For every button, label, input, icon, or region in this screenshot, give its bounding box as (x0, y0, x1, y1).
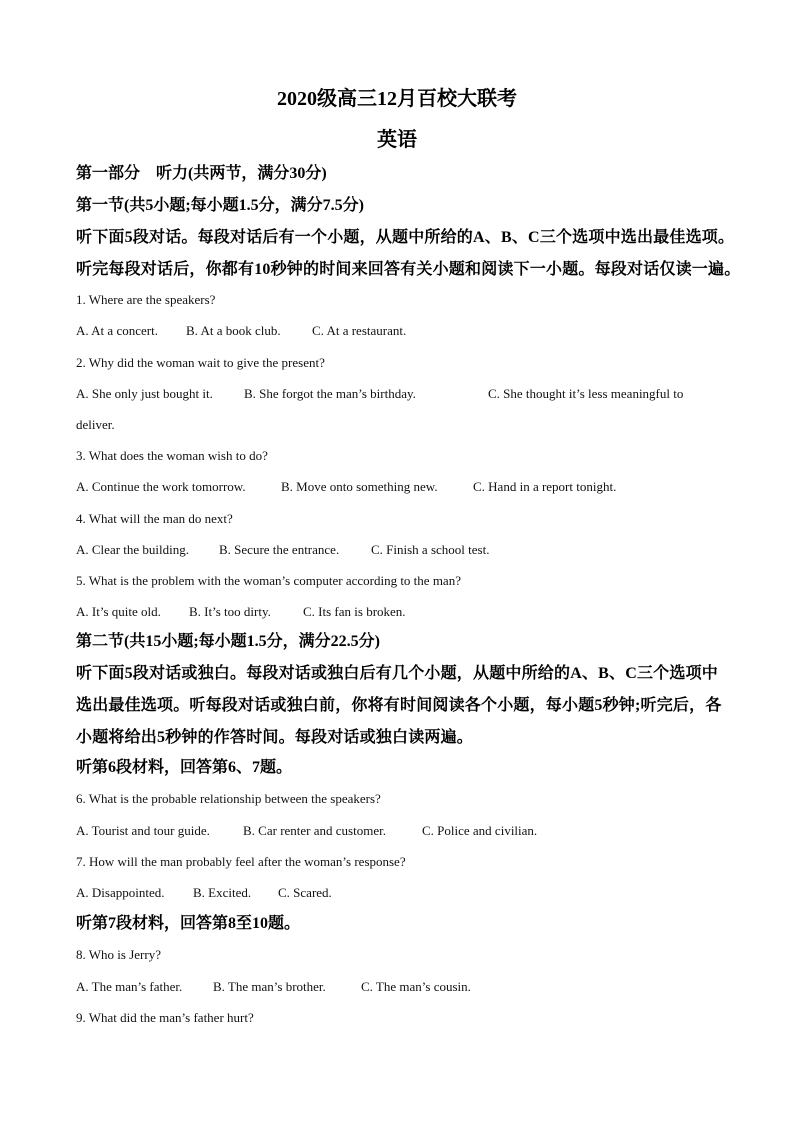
option-b: B. Excited. (193, 885, 252, 900)
option-c: C. The man’s cousin. (361, 979, 471, 994)
option-c: C. Police and civilian. (422, 823, 538, 838)
option-a: A. The man’s father. (76, 979, 183, 994)
option-b: B. At a book club. (186, 323, 281, 338)
section-two-instruction-line: 小题将给出5秒钟的作答时间。每段对话或独白读两遍。 (76, 729, 474, 746)
option-c: C. Finish a school test. (371, 542, 490, 557)
exam-title: 2020级高三12月百校大联考 (277, 88, 517, 110)
section-one-heading: 第一节(共5小题;每小题1.5分，满分7.5分) (76, 197, 364, 214)
option-c: C. Hand in a report tonight. (473, 479, 617, 494)
question-stem: 2. Why did the woman wait to give the present? (76, 355, 325, 370)
question-stem: 6. What is the probable relationship between the speakers? (76, 791, 381, 806)
option-b: B. She forgot the man’s birthday. (244, 386, 416, 401)
part-one-heading: 第一部分 听力(共两节，满分30分) (76, 165, 327, 182)
option-b: B. Move onto something new. (281, 479, 438, 494)
question-stem: 7. How will the man probably feel after the woman’s response? (76, 854, 406, 869)
option-a: A. Clear the building. (76, 542, 190, 557)
option-a: A. Continue the work tomorrow. (76, 479, 246, 494)
option-b: B. Car renter and customer. (243, 823, 386, 838)
option-a: A. It’s quite old. (76, 604, 161, 619)
section-two-heading: 第二节(共15小题;每小题1.5分，满分22.5分) (76, 633, 380, 650)
option-a: A. At a concert. (76, 323, 158, 338)
question-stem: 9. What did the man’s father hurt? (76, 1010, 254, 1025)
material-6-heading: 听第6段材料，回答第6、7题。 (76, 759, 293, 776)
exam-subject: 英语 (377, 129, 417, 151)
option-b: B. It’s too dirty. (189, 604, 271, 619)
material-7-heading: 听第7段材料，回答第8至10题。 (76, 915, 301, 932)
option-b: B. Secure the entrance. (219, 542, 340, 557)
option-c: C. Scared. (278, 885, 332, 900)
section-two-instruction-line: 听下面5段对话或独白。每段对话或独白后有几个小题，从题中所给的A、B、C三个选项中 (76, 665, 718, 682)
option-c-continuation: deliver. (76, 417, 115, 432)
option-c: C. Its fan is broken. (303, 604, 406, 619)
option-a: A. Tourist and tour guide. (76, 823, 210, 838)
option-c: C. She thought it’s less meaningful to (488, 386, 684, 401)
question-stem: 5. What is the problem with the woman’s computer according to the man? (76, 573, 461, 588)
section-one-instruction-line: 听下面5段对话。每段对话后有一个小题，从题中所给的A、B、C三个选项中选出最佳选项。 (76, 229, 735, 246)
option-a: A. Disappointed. (76, 885, 165, 900)
option-b: B. The man’s brother. (213, 979, 326, 994)
question-stem: 1. Where are the speakers? (76, 292, 216, 307)
question-stem: 8. Who is Jerry? (76, 947, 161, 962)
question-stem: 4. What will the man do next? (76, 511, 233, 526)
section-one-instruction-line: 听完每段对话后，你都有10秒钟的时间来回答有关小题和阅读下一小题。每段对话仅读一遍。 (76, 261, 741, 278)
option-c: C. At a restaurant. (312, 323, 407, 338)
question-stem: 3. What does the woman wish to do? (76, 448, 268, 463)
section-two-instruction-line: 选出最佳选项。听每段对话或独白前，你将有时间阅读各个小题，每小题5秒钟;听完后，各 (76, 697, 722, 714)
option-a: A. She only just bought it. (76, 386, 213, 401)
